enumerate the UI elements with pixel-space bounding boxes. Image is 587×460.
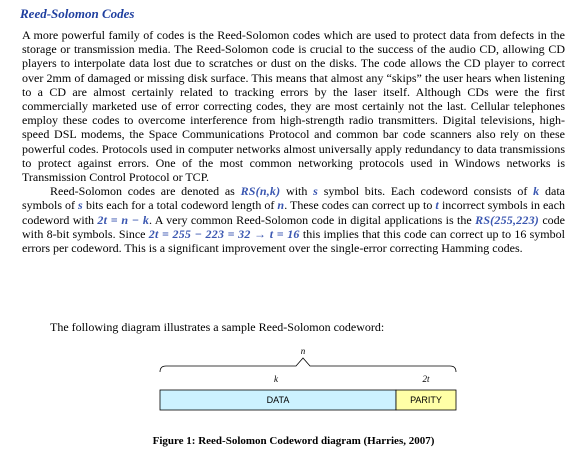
label-2t: 2t <box>422 374 430 384</box>
data-label: DATA <box>266 395 290 405</box>
math-rs-nk: RS(n,k) <box>240 184 281 199</box>
p2-text-6: . These codes can correct up to <box>284 198 436 213</box>
math-s-2: s <box>78 198 83 213</box>
math-s: s <box>313 184 318 199</box>
section-heading: Reed-Solomon Codes <box>20 6 135 21</box>
label-k: k <box>274 374 278 384</box>
n-brace <box>160 358 456 372</box>
figure-caption: Figure 1: Reed-Solomon Codeword diagram (Harries, 2007) <box>152 435 435 447</box>
p2-text-3: symbol bits. Each codeword consists of <box>318 184 534 199</box>
p2-text-9: code with 8-bit symbols. Since <box>22 212 566 241</box>
p2-text-5: bits each for a total codeword length of <box>82 198 278 213</box>
p2-text-2: with <box>280 184 314 199</box>
parity-label: PARITY <box>410 395 442 405</box>
label-n: n <box>300 346 306 356</box>
p2-text-10: this implies that this code can correct up to 16 symbol errors per codeword. This is a significant improvement over the single-error correcting Hamming codes. <box>22 226 565 256</box>
math-n: n <box>277 198 285 213</box>
p2-text-4: data symbols of <box>22 184 565 213</box>
math-2t-equation: 2t = n − k <box>97 212 150 227</box>
math-t: t <box>435 198 439 213</box>
paragraph-1: A more powerful family of codes is the Reed-Solomon codes which are used to protect data from defects in the storage or transmission media. The Reed-Solomon code is crucial to the success of the audio CD, allowing CD players to interpolate data lost due to scratches or dust on the disks. The code allows the CD player to correct over 2mm of damaged or missing disk surface. This means that almost any “skips” the user hears when listening to a CD are almost certainly related to tracking errors by the laser itself. Although CDs were the first commercially marketed use of error correcting codes, they are most certainly not the last. Cellular telephones employ these codes to overcome interference from high-strength radio transmitters. Digital televisions, high-speed DSL modems, the Space Communications Protocol and common bar code scanners also rely on these powerful codes. Protocols used in computer networks almost universally apply redundancy to data transmissions to protect against errors. One of the most common networking protocols used in Windows networks is Transmission Control Protocol or TCP. <box>22 28 565 185</box>
math-t-derivation: 2t = 255 − 223 = 32 → t = 16 <box>148 226 300 241</box>
diagram-intro: The following diagram illustrates a sample Reed-Solomon codeword: <box>50 320 385 334</box>
p2-text-7: incorrect symbols in each codeword with <box>22 198 565 227</box>
math-k: k <box>533 184 540 199</box>
p2-text-1: Reed-Solomon codes are denoted as <box>50 184 241 199</box>
math-rs-255-223: RS(255,223) <box>475 212 539 227</box>
p2-text-8: . A very common Reed-Solomon code in digital applications is the <box>149 212 476 227</box>
